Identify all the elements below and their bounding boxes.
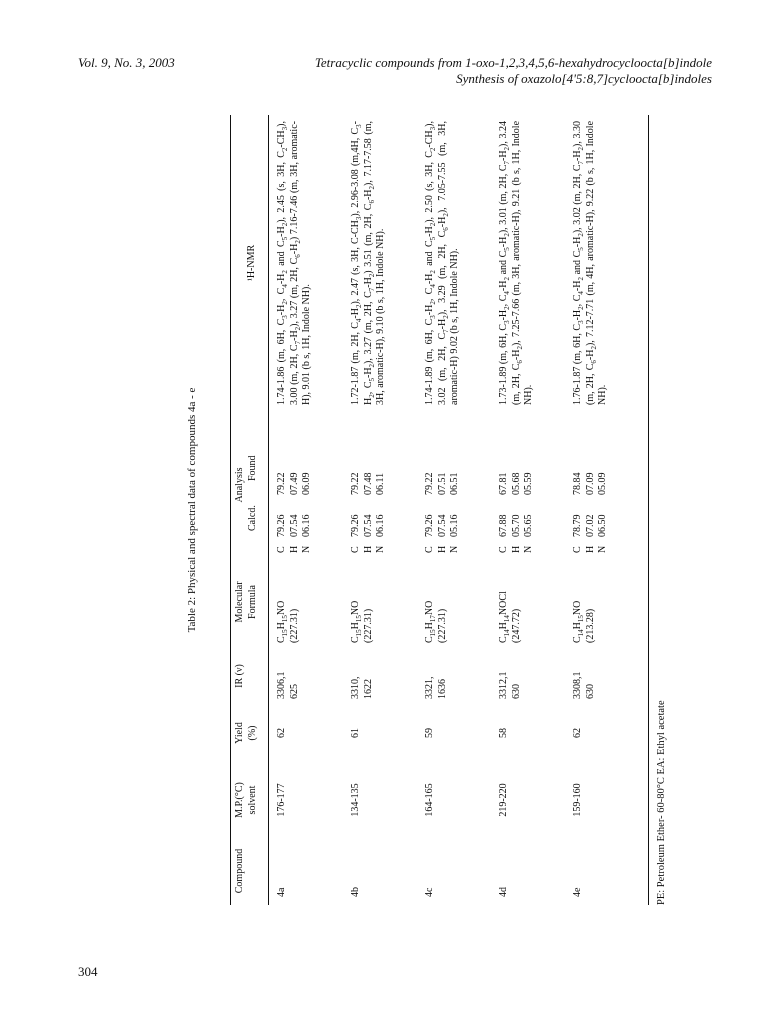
analysis-element: C	[498, 546, 509, 553]
cell-formula-text: $C_{14}H_{14}NOCl$	[498, 591, 511, 643]
analysis-found: 07.51	[436, 472, 448, 495]
analysis-element: H	[436, 545, 448, 553]
analysis-element: C	[276, 546, 287, 553]
cell-ir	[498, 653, 523, 699]
analysis-row	[375, 417, 388, 553]
table-rule-header	[268, 115, 269, 905]
analysis-calcd: 06.16	[375, 514, 386, 537]
cell-yield: 62	[572, 728, 583, 738]
table-caption: Table 2: Physical and spectral data of compounds 4a - e	[186, 387, 198, 633]
analysis-calcd: 79.26	[276, 514, 287, 537]
analysis-calcd: 07.54	[362, 514, 374, 537]
cell-ir-line1: 3308,1	[572, 671, 583, 699]
cell-formula-mw: (247.72)	[510, 608, 522, 643]
cell-formula	[350, 561, 375, 643]
cell-ir	[276, 653, 301, 699]
cell-mp: 159-160	[572, 783, 583, 817]
analysis-row	[597, 417, 610, 553]
cell-formula-mw: (213.28)	[584, 608, 596, 643]
analysis-element: H	[584, 545, 596, 553]
analysis-row	[511, 417, 524, 553]
analysis-calcd: 07.02	[584, 514, 596, 537]
header-formula-line2: Formula	[246, 585, 258, 619]
analysis-calcd: 07.54	[288, 514, 300, 537]
analysis-element: N	[449, 545, 460, 553]
cell-ir	[424, 653, 449, 699]
analysis-element: C	[350, 546, 361, 553]
cell-mp: 176-177	[276, 783, 287, 817]
analysis-row	[523, 417, 536, 553]
header-analysis-found: Found	[246, 455, 258, 481]
analysis-found: 06.09	[301, 472, 312, 495]
cell-ir-line1: 3306,1	[276, 671, 287, 699]
analysis-element: N	[597, 545, 608, 553]
header-ir: IR (ν)	[234, 664, 245, 688]
analysis-row	[276, 417, 289, 553]
analysis-calcd: 78.79	[572, 514, 583, 537]
analysis-element: H	[510, 545, 522, 553]
analysis-found: 06.11	[375, 472, 386, 495]
cell-nmr: 1.76-1.87 (m, 6H, $C_3-H_2$, $C_4-H_2$ and $C_5-H_2$), 3.02 (m, 2H, $C_7-H_2$), 3.30 (m, 2H, $C_6-H_2$), 7.12-7.71 (m, 4H, aromatic-H), 9.22 (b s, 1H, Indole NH).	[572, 120, 608, 405]
analysis-calcd: 67.88	[498, 514, 509, 537]
cell-ir	[572, 653, 597, 699]
analysis-calcd: 07.54	[436, 514, 448, 537]
analysis-found: 67.81	[498, 472, 509, 495]
cell-formula-mw: (227.31)	[436, 608, 448, 643]
cell-yield: 61	[350, 728, 361, 738]
analysis-row	[363, 417, 376, 553]
cell-compound: 4b	[350, 887, 361, 897]
header-nmr: ¹H-NMR	[246, 244, 257, 282]
header-yield-line2: (%)	[246, 725, 258, 741]
analysis-row	[498, 417, 511, 553]
cell-ir-line1: 3321,	[424, 676, 435, 699]
analysis-found: 05.09	[597, 472, 608, 495]
cell-analysis	[498, 417, 536, 553]
cell-formula-mw: (227.31)	[288, 608, 300, 643]
analysis-element: N	[375, 545, 386, 553]
cell-compound: 4d	[498, 887, 509, 897]
cell-compound: 4a	[276, 887, 287, 897]
data-table	[230, 115, 650, 905]
cell-yield: 58	[498, 728, 509, 738]
analysis-found: 07.48	[362, 472, 374, 495]
cell-formula	[572, 561, 597, 643]
running-header-volume: Vol. 9, No. 3, 2003	[78, 55, 175, 70]
cell-analysis	[572, 417, 610, 553]
analysis-row	[350, 417, 363, 553]
header-analysis-calcd: Calcd.	[246, 505, 258, 531]
table-rule-bottom	[648, 115, 649, 905]
cell-analysis	[276, 417, 314, 553]
analysis-row	[585, 417, 598, 553]
cell-nmr: 1.74-1.86 (m, 6H, $C_3-H_2$, $C_4-H_2$ and $C_5-H_2$), 2.45 (s, 3H, $C_2-CH_3$), 3.00 (m, 2H, $C_7-H_2$), 3.27 (m, 2H, $C_6-H_2$) 7.16-7.46 (m, 3H, aromatic-H), 9.01 (b s, 1H, Indole NH).	[276, 120, 312, 405]
header-mp-line2: solvent	[246, 785, 258, 815]
cell-ir-line1: 3310,	[350, 676, 361, 699]
rotated-table-block	[185, 115, 695, 905]
analysis-element: H	[362, 545, 374, 553]
analysis-calcd: 06.16	[301, 514, 312, 537]
header-formula-line1: Molecular	[234, 581, 245, 623]
analysis-found: 79.22	[350, 472, 361, 495]
cell-ir-line2: 630	[584, 684, 596, 699]
header-compound: Compound	[234, 848, 245, 894]
cell-formula-mw: (227.31)	[362, 608, 374, 643]
analysis-found: 06.51	[449, 472, 460, 495]
cell-yield: 59	[424, 728, 435, 738]
analysis-found: 79.22	[424, 472, 435, 495]
header-yield-line1: Yield	[234, 722, 245, 744]
cell-analysis	[424, 417, 462, 553]
running-header-title-line2: Synthesis of oxazolo[4'5:8,7]cycloocta[b]indoles	[456, 71, 712, 86]
cell-formula-text: $C_{15}H_{15}NO$	[350, 600, 363, 643]
running-header-title-line1: Tetracyclic compounds from 1-oxo-1,2,3,4,5,6-hexahydrocycloocta[b]indole	[314, 55, 712, 70]
cell-formula-text: $C_{15}H_{15}NO$	[276, 600, 289, 643]
cell-nmr: 1.72-1.87 (m, 2H, $C_4-H_2$), 2.47 (s, 3H, $C-CH_3$), 2.96-3.08 (m,4H, $C_3-H_2$, $C_5-H_2$), 3.27 (m, 2H, $C_7-H_2$) 3.51 (m, 2H, $C_6-H_2$), 7.17-7.58 (m, 3H, aromatic-H), 9.10 (b s, 1H, Indole NH).	[350, 121, 386, 405]
analysis-found: 07.09	[584, 472, 596, 495]
analysis-row	[449, 417, 462, 553]
analysis-row	[424, 417, 437, 553]
analysis-row	[289, 417, 302, 553]
analysis-row	[301, 417, 314, 553]
cell-analysis	[350, 417, 388, 553]
cell-ir-line2: 1636	[436, 679, 448, 699]
cell-ir-line2: 1622	[362, 679, 374, 699]
analysis-element: N	[301, 545, 312, 553]
table-rule-top	[230, 115, 231, 905]
analysis-found: 78.84	[572, 472, 583, 495]
analysis-calcd: 05.70	[510, 514, 522, 537]
analysis-element: N	[523, 545, 534, 553]
cell-ir-line1: 3312,1	[498, 671, 509, 699]
header-yield	[234, 713, 259, 753]
cell-formula-text: $C_{15}H_{17}NO$	[424, 600, 437, 643]
cell-ir-line2: 625	[288, 684, 300, 699]
analysis-found: 79.22	[276, 472, 287, 495]
analysis-calcd: 05.65	[523, 514, 534, 537]
analysis-found: 07.49	[288, 472, 300, 495]
analysis-row	[572, 417, 585, 553]
cell-mp: 134-135	[350, 783, 361, 817]
cell-formula-text: $C_{14}H_{15}NO$	[572, 600, 585, 643]
cell-formula	[424, 561, 449, 643]
cell-formula	[498, 561, 523, 643]
analysis-element: H	[288, 545, 300, 553]
cell-nmr: 1.73-1.89 (m, 6H, $C_3-H_2$, $C_4-H_2$ and $C_5-H_2$), 3.01 (m, 2H, $C_7-H_2$), 3.24 (m, 2H, $C_6-H_2$), 7.25-7.66 (m, 3H, aromatic-H), 9.21 (b s, 1H, Indole NH).	[498, 120, 534, 405]
analysis-element: C	[424, 546, 435, 553]
cell-formula	[276, 561, 301, 643]
analysis-calcd: 79.26	[424, 514, 435, 537]
analysis-calcd: 06.50	[597, 514, 608, 537]
analysis-calcd: 79.26	[350, 514, 361, 537]
header-formula	[234, 561, 259, 643]
analysis-element: C	[572, 546, 583, 553]
cell-mp: 219-220	[498, 783, 509, 817]
analysis-calcd: 05.16	[449, 514, 460, 537]
table-footnote: PE: Petroleum Ether- 60-80°C EA: Ethyl acetate	[656, 700, 667, 905]
analysis-found: 05.68	[510, 472, 522, 495]
cell-nmr: 1.74-1.89 (m, 6H, $C_3-H_2$, $C_4-H_2$ and $C_5-H_2$), 2.50 (s, 3H, $C_2-CH_3$), 3.02 (m, 2H, $C_7-H_2$), 3.29 (m, 2H, $C_6-H_2$), 7.05-7.55 (m, 3H, aromatic-H) 9.02 (b s, 1H, Indole NH).	[424, 120, 460, 405]
cell-ir-line2: 630	[510, 684, 522, 699]
analysis-row	[437, 417, 450, 553]
header-analysis	[234, 417, 259, 553]
cell-compound: 4c	[424, 887, 435, 897]
running-header-title	[315, 55, 712, 87]
cell-yield: 62	[276, 728, 287, 738]
cell-mp: 164-165	[424, 783, 435, 817]
cell-compound: 4e	[572, 887, 583, 897]
cell-ir	[350, 653, 375, 699]
header-analysis-title: Analysis	[234, 467, 245, 503]
header-mp-line1: M.P.(°C)	[234, 782, 245, 818]
header-mp	[234, 765, 259, 835]
analysis-found: 05.59	[523, 472, 534, 495]
page-number: 304	[78, 964, 98, 979]
